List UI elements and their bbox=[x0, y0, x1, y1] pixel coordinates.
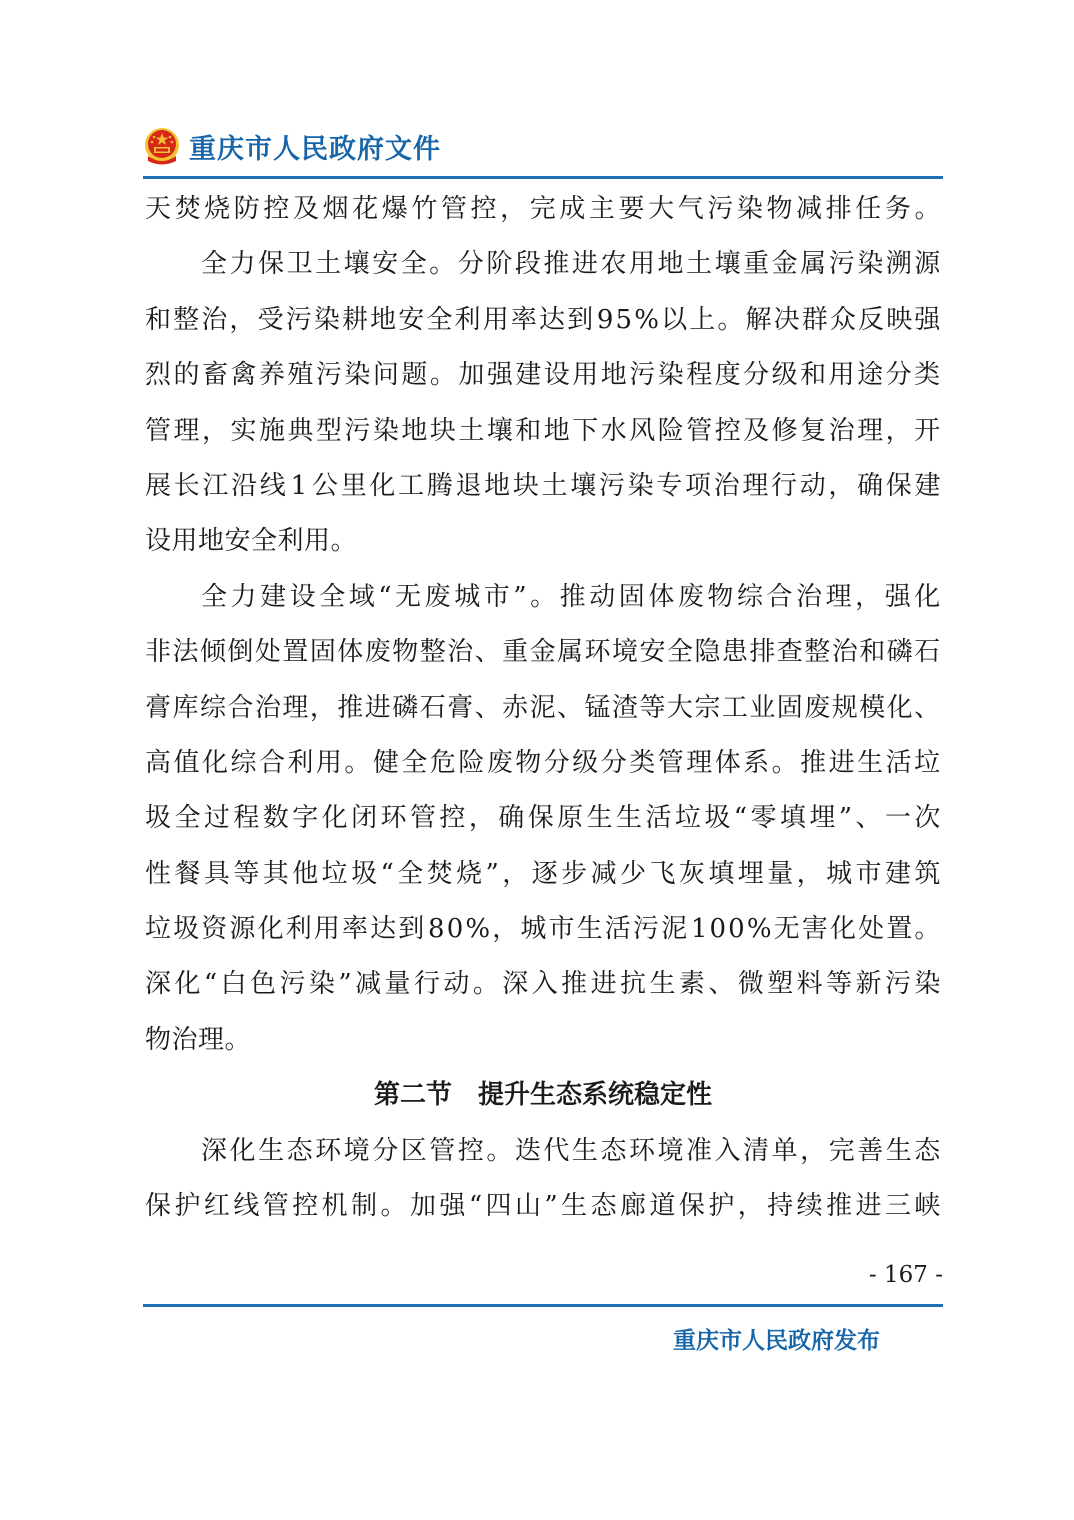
text-line: 全 力 保 卫 土 壤 安 全 。 分 阶 段 推 进 农 用 地 土 壤 重 金 属 污 染 溯 源 bbox=[201, 249, 941, 280]
text-line: 深 化 生 态 环 境 分 区 管 控 。 迭 代 生 态 环 境 准 入 清 单 ， 完 善 生 态 bbox=[201, 1135, 941, 1166]
text-line: 圾 全 过 程 数 字 化 闭 环 管 控 ， 确 保 原 生 生 活 垃 圾 “ 零 填 埋 ” 、 一 次 bbox=[145, 803, 941, 834]
text-line: 烈 的 畜 禽 养 殖 污 染 问 题 。 加 强 建 设 用 地 污 染 程 度 分 级 和 用 途 分 类 bbox=[145, 360, 941, 391]
text-line: 非 法 倾 倒 处 置 固 体 废 物 整 治 、 重 金 属 环 境 安 全 隐 患 排 查 整 治 和 磷 石 bbox=[145, 637, 941, 668]
header-title: 重庆市人民政府文件 bbox=[189, 133, 441, 165]
section-heading: 第二节 提升生态系统稳定性 bbox=[373, 1080, 712, 1111]
footer-publisher: 重庆市人民政府发布 bbox=[673, 1328, 880, 1354]
text-line: 设用地安全利用。 bbox=[145, 526, 358, 557]
footer-rule bbox=[143, 1304, 943, 1307]
text-line: 管 理 ， 实 施 典 型 污 染 地 块 土 壤 和 地 下 水 风 险 管 控 及 修 复 治 理 ， 开 bbox=[145, 415, 941, 446]
page-number: - 167 - bbox=[868, 1262, 943, 1288]
document-body bbox=[145, 182, 941, 1234]
text-line: 天 焚 烧 防 控 及 烟 花 爆 竹 管 控 ， 完 成 主 要 大 气 污 染 物 减 排 任 务 。 bbox=[145, 194, 941, 224]
text-line: 全 力 建 设 全 域 “ 无 废 城 市 ” 。 推 动 固 体 废 物 综 合 治 理 ， 强 化 bbox=[201, 581, 941, 612]
text-line: 保 护 红 线 管 控 机 制 。 加 强 “ 四 山 ” 生 态 廊 道 保 护 ， 持 续 推 进 三 峡 bbox=[145, 1191, 941, 1222]
text-line: 和 整 治 ， 受 污 染 耕 地 安 全 利 用 率 达 到 9 5 % 以 上 。 解 决 群 众 反 映 强 bbox=[145, 304, 941, 335]
document-header bbox=[143, 118, 943, 174]
text-line: 垃 圾 资 源 化 利 用 率 达 到 8 0 % ， 城 市 生 活 污 泥 1 0 0 % 无 害 化 处 置 。 bbox=[145, 914, 941, 945]
header-rule bbox=[143, 176, 943, 179]
text-line: 高 值 化 综 合 利 用 。 健 全 危 险 废 物 分 级 分 类 管 理 体 系 。 推 进 生 活 垃 bbox=[145, 747, 941, 778]
text-line: 膏 库 综 合 治 理 ， 推 进 磷 石 膏 、 赤 泥 、 锰 渣 等 大 宗 工 业 固 废 规 模 化 、 bbox=[145, 692, 941, 723]
text-line: 深 化 “ 白 色 污 染 ” 减 量 行 动 。 深 入 推 进 抗 生 素 、 微 塑 料 等 新 污 染 bbox=[145, 969, 941, 1000]
text-line: 物治理。 bbox=[145, 1024, 252, 1055]
national-emblem-icon bbox=[143, 126, 181, 166]
text-line: 性 餐 具 等 其 他 垃 圾 “ 全 焚 烧 ” ， 逐 步 减 少 飞 灰 填 埋 量 ， 城 市 建 筑 bbox=[145, 858, 941, 889]
text-line: 展 长 江 沿 线 1 公 里 化 工 腾 退 地 块 土 壤 污 染 专 项 治 理 行 动 ， 确 保 建 bbox=[145, 470, 941, 501]
